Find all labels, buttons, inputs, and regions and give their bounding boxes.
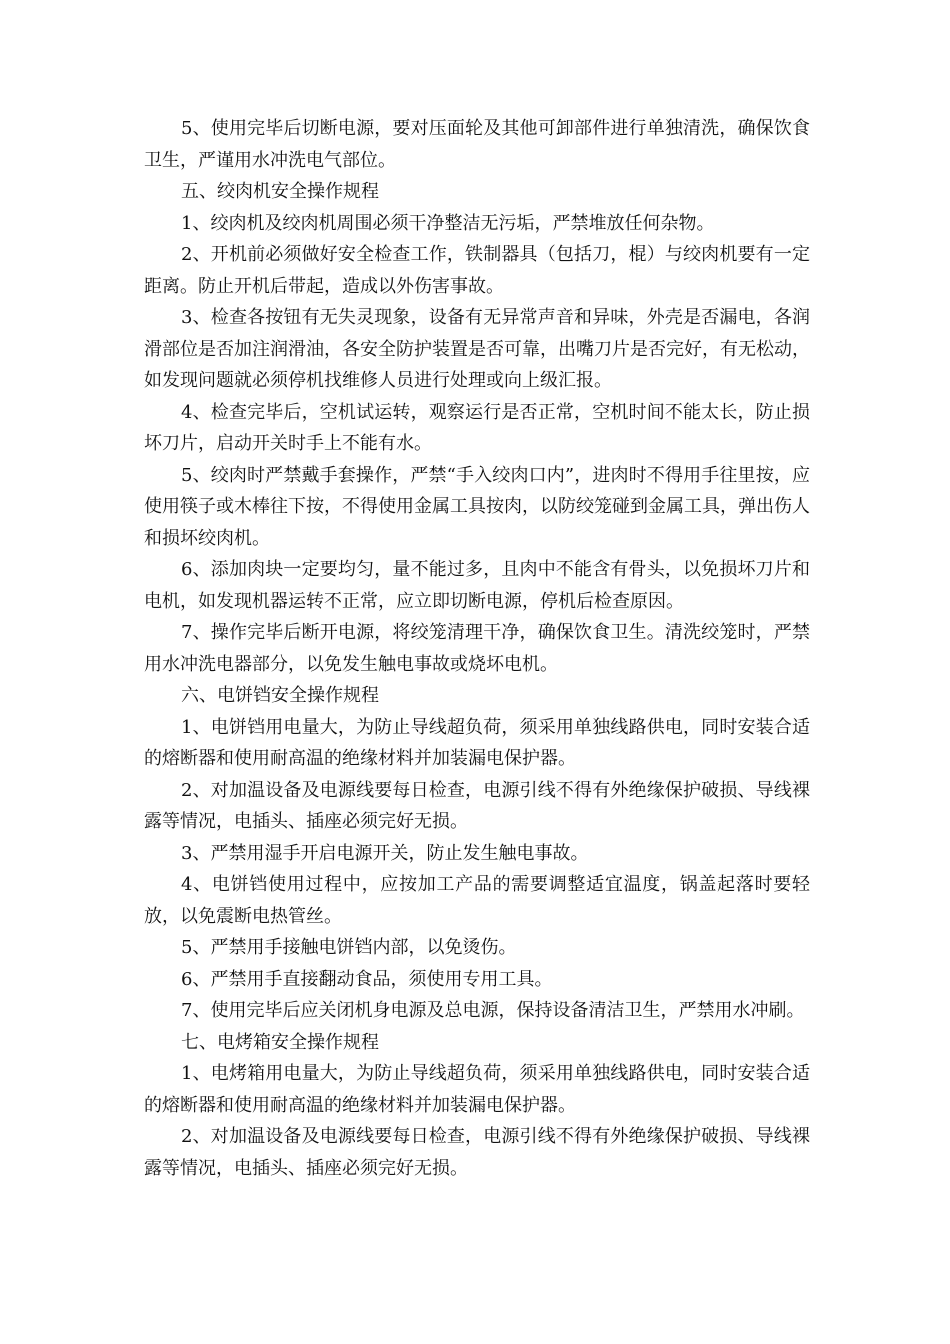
paragraph: 3、严禁用湿手开启电源开关，防止发生触电事故。: [181, 842, 589, 864]
paragraph: 7、使用完毕后应关闭机身电源及总电源，保持设备清洁卫生，严禁用水冲刷。: [181, 1000, 805, 1021]
paragraph: 5、严禁用手接触电饼铛内部，以免烫伤。: [181, 937, 517, 958]
section-heading: 六、电饼铛安全操作规程: [181, 685, 379, 706]
paragraph: 3、检查各按钮有无失灵现象，设备有无异常声音和异味，外壳是否漏电，各润滑部位是否加注润滑油，各安全防护装置是否可靠，出嘴刀片是否完好，有无松动，如发现问题就必须停机找维修人员进行处理或向上级汇报。: [144, 307, 810, 391]
paragraph: 5、使用完毕后切断电源，要对压面轮及其他可卸部件进行单独清洗，确保饮食卫生，严谨用水冲洗电气部位。: [144, 118, 810, 171]
paragraph: 7、操作完毕后断开电源，将绞笼清理干净，确保饮食卫生。清洗绞笼时，严禁用水冲洗电器部分，以免发生触电事故或烧坏电机。: [144, 622, 810, 675]
paragraph: 2、对加温设备及电源线要每日检查，电源引线不得有外绝缘保护破损、导线裸露等情况，电插头、插座必须完好无损。: [144, 779, 810, 832]
paragraph: 6、添加肉块一定要均匀，量不能过多，且肉中不能含有骨头，以免损坏刀片和电机，如发现机器运转不正常，应立即切断电源，停机后检查原因。: [144, 559, 810, 612]
paragraph: 4、电饼铛使用过程中，应按加工产品的需要调整适宜温度，锅盖起落时要轻放，以免震断电热管丝。: [144, 874, 810, 927]
paragraph: 2、开机前必须做好安全检查工作，铁制器具（包括刀，棍）与绞肉机要有一定距离。防止开机后带起，造成以外伤害事故。: [144, 244, 810, 297]
paragraph: 4、检查完毕后，空机试运转，观察运行是否正常，空机时间不能太长，防止损坏刀片，启动开关时手上不能有水。: [144, 401, 810, 454]
paragraph: 1、电烤箱用电量大，为防止导线超负荷，须采用单独线路供电，同时安装合适的熔断器和使用耐高温的绝缘材料并加装漏电保护器。: [144, 1063, 810, 1116]
paragraph: 2、对加温设备及电源线要每日检查，电源引线不得有外绝缘保护破损、导线裸露等情况，电插头、插座必须完好无损。: [144, 1126, 810, 1179]
section-heading: 五、绞肉机安全操作规程: [181, 181, 379, 202]
paragraph: 5、绞肉时严禁戴手套操作，严禁“手入绞肉口内”，进肉时不得用手往里按，应使用筷子或木棒往下按，不得使用金属工具按肉，以防绞笼碰到金属工具，弹出伤人和损坏绞肉机。: [144, 464, 810, 549]
paragraph: 1、绞肉机及绞肉机周围必须干净整洁无污垢，严禁堆放任何杂物。: [181, 212, 715, 234]
section-heading: 七、电烤箱安全操作规程: [181, 1031, 379, 1053]
document-body: [144, 113, 810, 1184]
paragraph: 6、严禁用手直接翻动食品，须使用专用工具。: [181, 968, 553, 990]
paragraph: 1、电饼铛用电量大，为防止导线超负荷，须采用单独线路供电，同时安装合适的熔断器和使用耐高温的绝缘材料并加装漏电保护器。: [144, 716, 810, 769]
